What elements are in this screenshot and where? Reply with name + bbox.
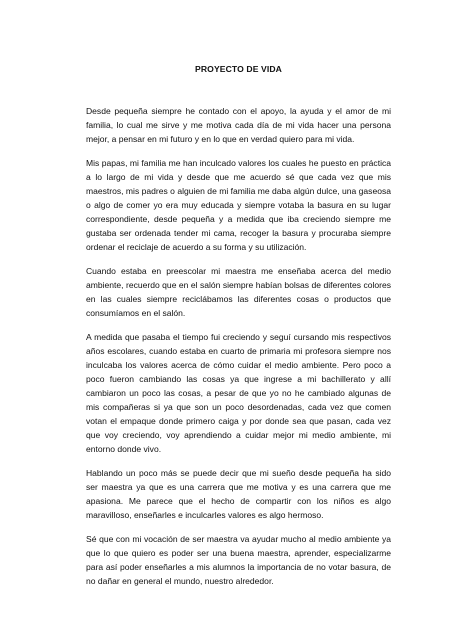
paragraph-2: Mis papas, mi familia me han inculcado valores los cuales he puesto en práctica a lo largo de mi vida y desde que me acuerdo sé que cada vez que mis maestros, mis padres o alguien de mi familia me daba algún dulce, una gaseosa o algo de comer yo era muy educada y siempre votaba la basura en su lugar correspondiente, desde pequeña y a medida que iba creciendo siempre me gustaba ser ordenada tender mi cama, recoger la basura y procuraba siempre ordenar el reciclaje de acuerdo a su forma y su utilización. xyxy=(86,158,391,252)
paragraph-3: Cuando estaba en preescolar mi maestra me enseñaba acerca del medio ambiente, recuerdo que en el salón siempre habían bolsas de diferentes colores en las cuales siempre reciclábamos las diferentes cosas o productos que consumíamos en el salón. xyxy=(86,266,391,318)
paragraph-5: Hablando un poco más se puede decir que mi sueño desde pequeña ha sido ser maestra ya que es una carrera que me motiva y es una carrera que me apasiona. Me parece que el hecho de compartir con los niños es algo maravilloso, enseñarles e inculcarles valores es algo hermoso. xyxy=(86,468,391,520)
paragraph-6: Sé que con mi vocación de ser maestra va ayudar mucho al medio ambiente ya que lo que quiero es poder ser una buena maestra, aprender, especializarme para así poder enseñarles a mis alumnos la importancia de no votar basura, de no dañar en general el mundo, nuestro alrededor. xyxy=(86,534,391,586)
paragraph-1: Desde pequeña siempre he contado con el apoyo, la ayuda y el amor de mi familia, lo cual me sirve y me motiva cada día de mi vida hacer una persona mejor, a pensar en mi futuro y en lo que en verdad quiero para mi vida. xyxy=(86,106,391,144)
paragraph-4: A medida que pasaba el tiempo fui creciendo y seguí cursando mis respectivos años escolares, cuando estaba en cuarto de primaria mi profesora siempre nos inculcaba los valores acerca de cómo cuidar el medio ambiente. Pero poco a poco fueron cambiando las cosas ya que ingrese a mi bachillerato y allí cambiaron un poco las cosas, a pesar de que yo no he cambiado algunas de mis compañeras si ya que son un poco desordenadas, cada vez que comen votan el empaque donde primero caiga y por donde sea que pasan, cada vez que voy creciendo, voy aprendiendo a cuidar mejor mi medio ambiente, mi entorno donde vivo. xyxy=(86,332,391,454)
document-title: PROYECTO DE VIDA xyxy=(195,64,282,74)
